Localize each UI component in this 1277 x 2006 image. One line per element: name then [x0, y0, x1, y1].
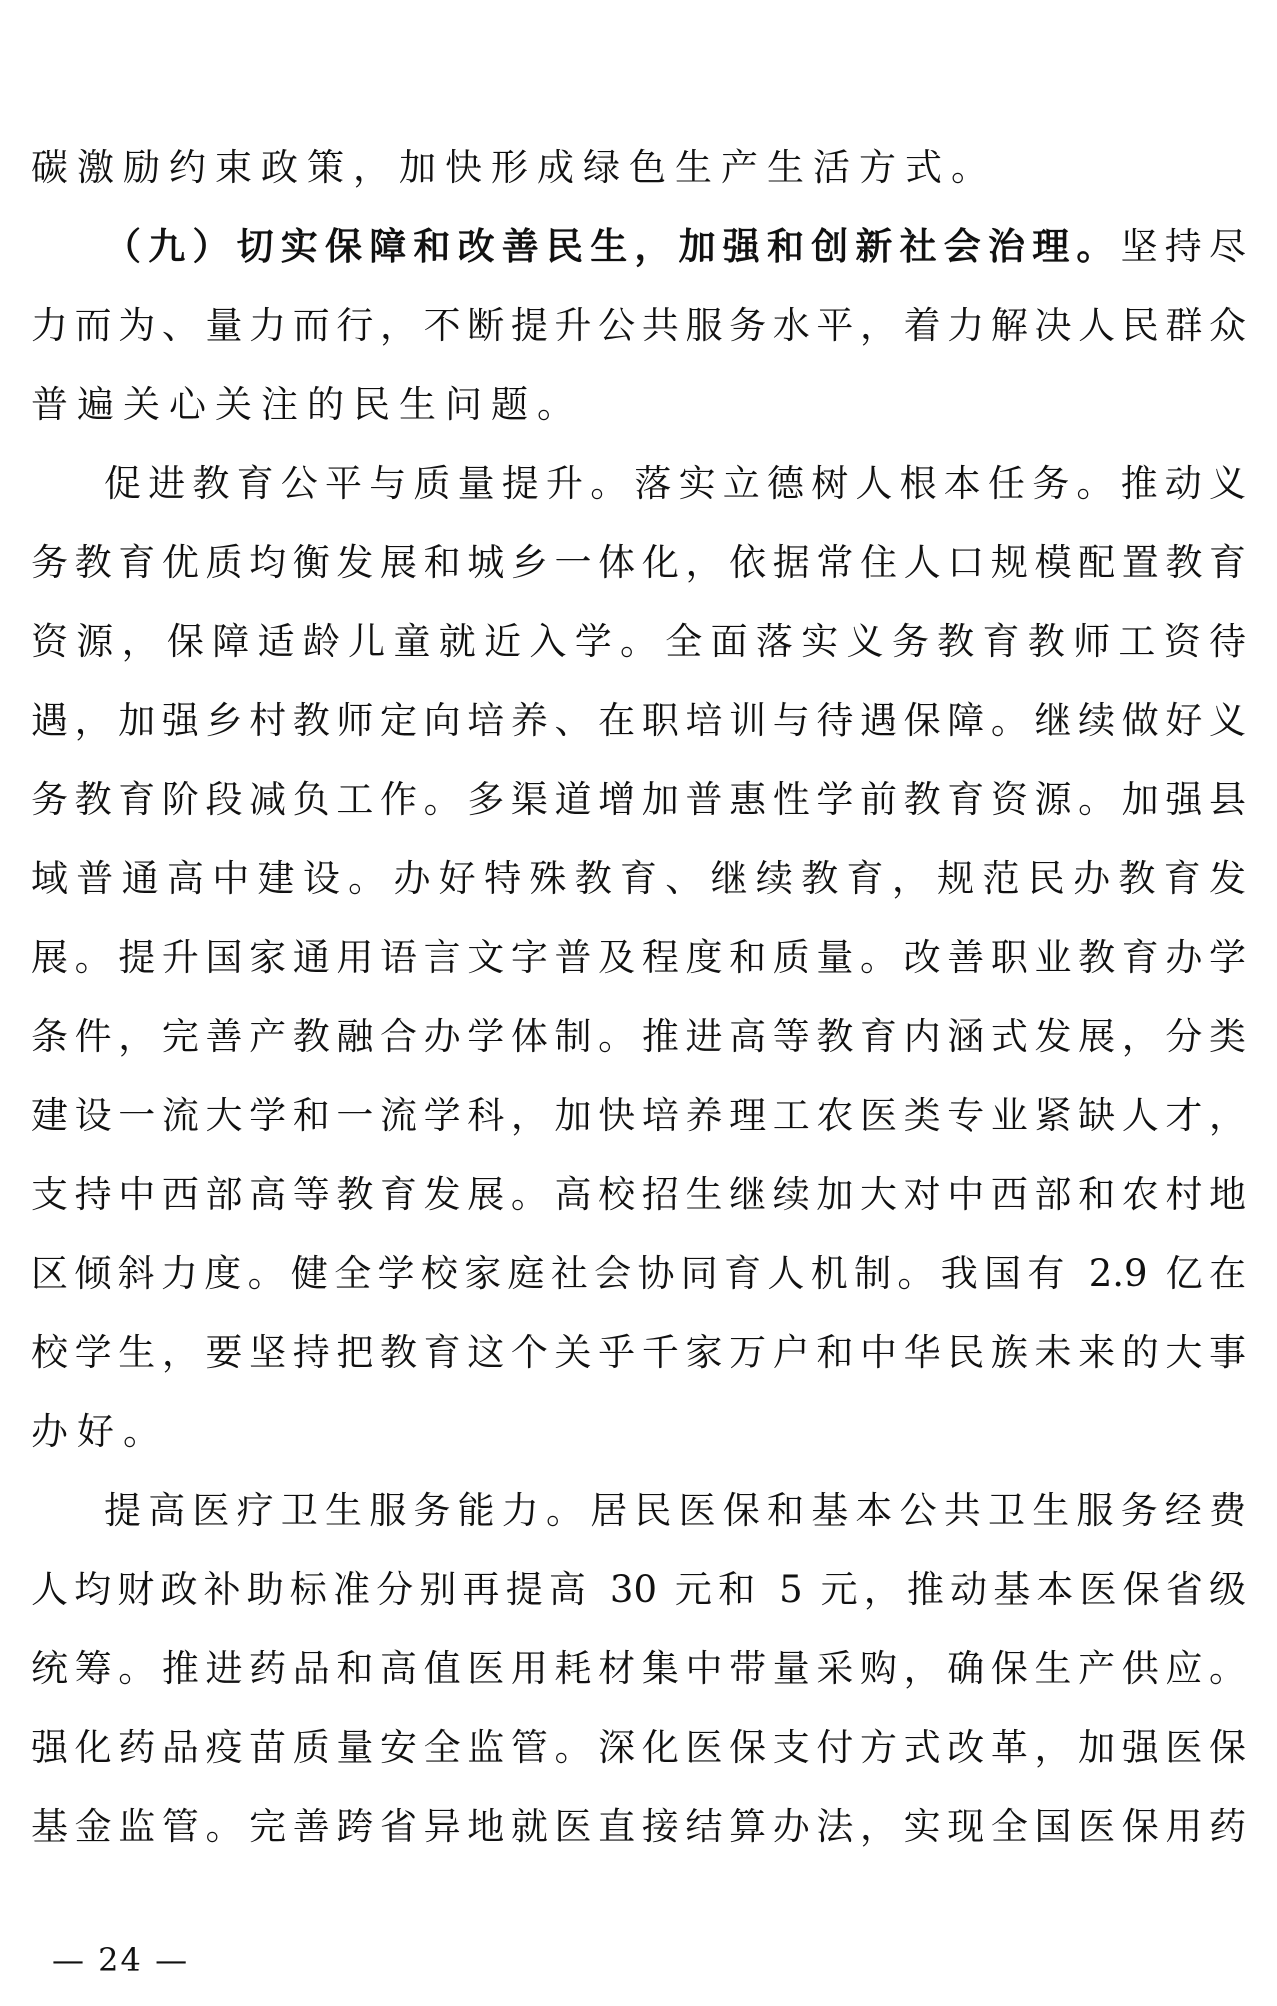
- text-line-14: 支持中西部高等教育发展。高校招生继续加大对中西部和农村地: [31, 1173, 1246, 1216]
- text-line-18: 提高医疗卫生服务能力。居民医保和基本公共卫生服务经费: [104, 1489, 1246, 1532]
- section-heading-continuation: 坚持尽: [1120, 225, 1247, 268]
- text-line-16: 校学生，要坚持把教育这个关乎千家万户和中华民族未来的大事: [31, 1331, 1246, 1374]
- text-line-17: 办好。: [31, 1410, 169, 1453]
- text-line-8: 遇，加强乡村教师定向培养、在职培训与待遇保障。继续做好义: [31, 699, 1246, 742]
- text-line-11: 展。提升国家通用语言文字普及程度和质量。改善职业教育办学: [31, 936, 1246, 979]
- text-line-3: 力而为、量力而行，不断提升公共服务水平，着力解决人民群众: [31, 304, 1246, 347]
- text-line-10: 域普通高中建设。办好特殊教育、继续教育，规范民办教育发: [31, 857, 1246, 900]
- text-line-6: 务教育优质均衡发展和城乡一体化，依据常住人口规模配置教育: [31, 541, 1246, 584]
- text-line-21: 强化药品疫苗质量安全监管。深化医保支付方式改革，加强医保: [31, 1726, 1246, 1769]
- text-line-12: 条件，完善产教融合办学体制。推进高等教育内涵式发展，分类: [31, 1015, 1246, 1058]
- text-line-20: 统筹。推进药品和高值医用耗材集中带量采购，确保生产供应。: [31, 1647, 1246, 1690]
- text-line-1: 碳激励约束政策，加快形成绿色生产生活方式。: [31, 146, 997, 189]
- text-line-22: 基金监管。完善跨省异地就医直接结算办法，实现全国医保用药: [31, 1805, 1246, 1848]
- text-line-4: 普遍关心关注的民生问题。: [31, 383, 583, 426]
- text-line-15: 区倾斜力度。健全学校家庭社会协同育人机制。我国有 2.9 亿在: [31, 1252, 1246, 1295]
- text-line-13: 建设一流大学和一流学科，加快培养理工农医类专业紧缺人才，: [31, 1094, 1246, 1137]
- section-heading-line: [104, 222, 1246, 272]
- page-number: — 24 —: [52, 1941, 190, 1979]
- section-heading: （九）切实保障和改善民生，加强和创新社会治理。: [104, 225, 1121, 268]
- text-line-9: 务教育阶段减负工作。多渠道增加普惠性学前教育资源。加强县: [31, 778, 1246, 821]
- text-line-7: 资源，保障适龄儿童就近入学。全面落实义务教育教师工资待: [31, 620, 1246, 663]
- text-line-19: 人均财政补助标准分别再提高 30 元和 5 元，推动基本医保省级: [31, 1568, 1246, 1611]
- text-line-5: 促进教育公平与质量提升。落实立德树人根本任务。推动义: [104, 462, 1246, 505]
